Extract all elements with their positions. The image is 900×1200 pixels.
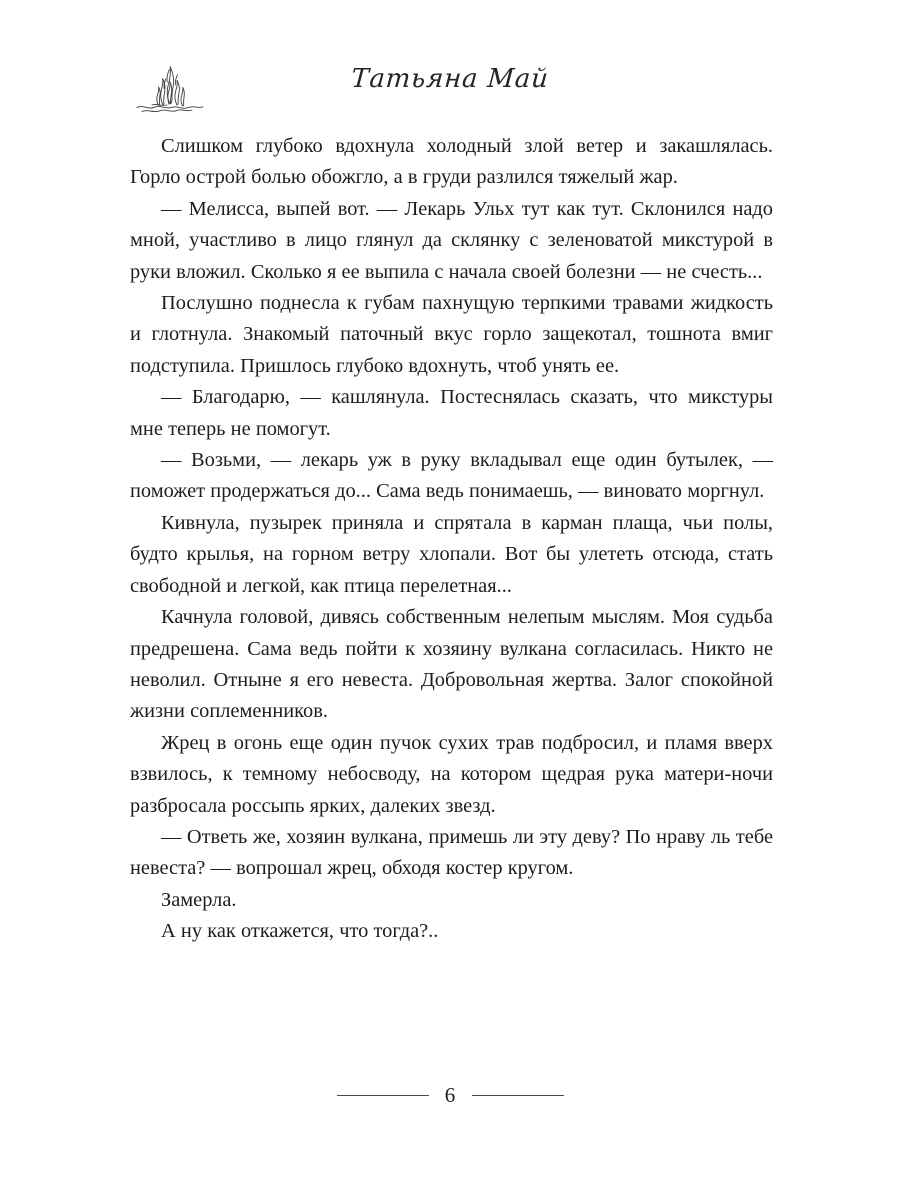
folio-rule-left xyxy=(337,1095,429,1096)
paragraph: Послушно поднесла к губам пахнущую терпкими травами жидкость и глотнула. Знакомый паточный вкус горло защекотал, тошнота вмиг подступила. Пришлось глубоко вдохнуть, чтоб унять ее. xyxy=(130,292,773,377)
page-number: 6 xyxy=(444,1083,456,1107)
paragraph: — Благодарю, — кашлянула. Постеснялась сказать, что микстуры мне теперь не помогут. xyxy=(130,386,773,440)
folio-rule-right xyxy=(472,1095,564,1096)
paragraph: Слишком глубоко вдохнула холодный злой ветер и закашлялась. Горло острой болью обожгло, а в груди разлился тяжелый жар. xyxy=(130,135,773,189)
page-footer xyxy=(0,1085,900,1106)
paragraph: Жрец в огонь еще один пучок сухих трав подбросил, и пламя вверх взвилось, к темному небосводу, на котором щедрая рука матери-ночи разбросала россыпь ярких, далеких звезд. xyxy=(130,731,773,817)
body-text-column xyxy=(130,131,773,948)
paragraph: — Мелисса, выпей вот. — Лекарь Ульх тут как тут. Склонился надо мной, участливо в лицо глянул да склянку с зеленоватой микстурой в руки вложил. Сколько я ее выпила с начала своей болезни — не счесть... xyxy=(130,197,773,283)
paragraph: — Возьми, — лекарь уж в руку вкладывал еще один бутылек, — поможет продержаться до... Сама ведь понимаешь, — виновато моргнул. xyxy=(130,449,773,503)
paragraph: Качнула головой, дивясь собственным нелепым мыслям. Моя судьба предрешена. Сама ведь пойти к хозяину вулкана согласилась. Никто не неволил. Отныне я его невеста. Добровольная жертва. Залог спокойной жизни соплеменников. xyxy=(130,606,773,723)
paragraph: Кивнула, пузырек приняла и спрятала в карман плаща, чьи полы, будто крылья, на горном ветру хлопали. Вот бы улететь отсюда, стать свободной и легкой, как птица перелетная... xyxy=(130,511,773,597)
paragraph: Замерла. xyxy=(161,888,237,911)
running-head-author: Татьяна Май xyxy=(350,64,550,94)
paragraph: — Ответь же, хозяин вулкана, примешь ли эту деву? По нраву ль тебе невеста? — вопрошал жрец, обходя костер кругом. xyxy=(130,825,773,880)
running-head xyxy=(0,55,900,115)
paragraph: А ну как откажется, что тогда?.. xyxy=(161,920,439,943)
